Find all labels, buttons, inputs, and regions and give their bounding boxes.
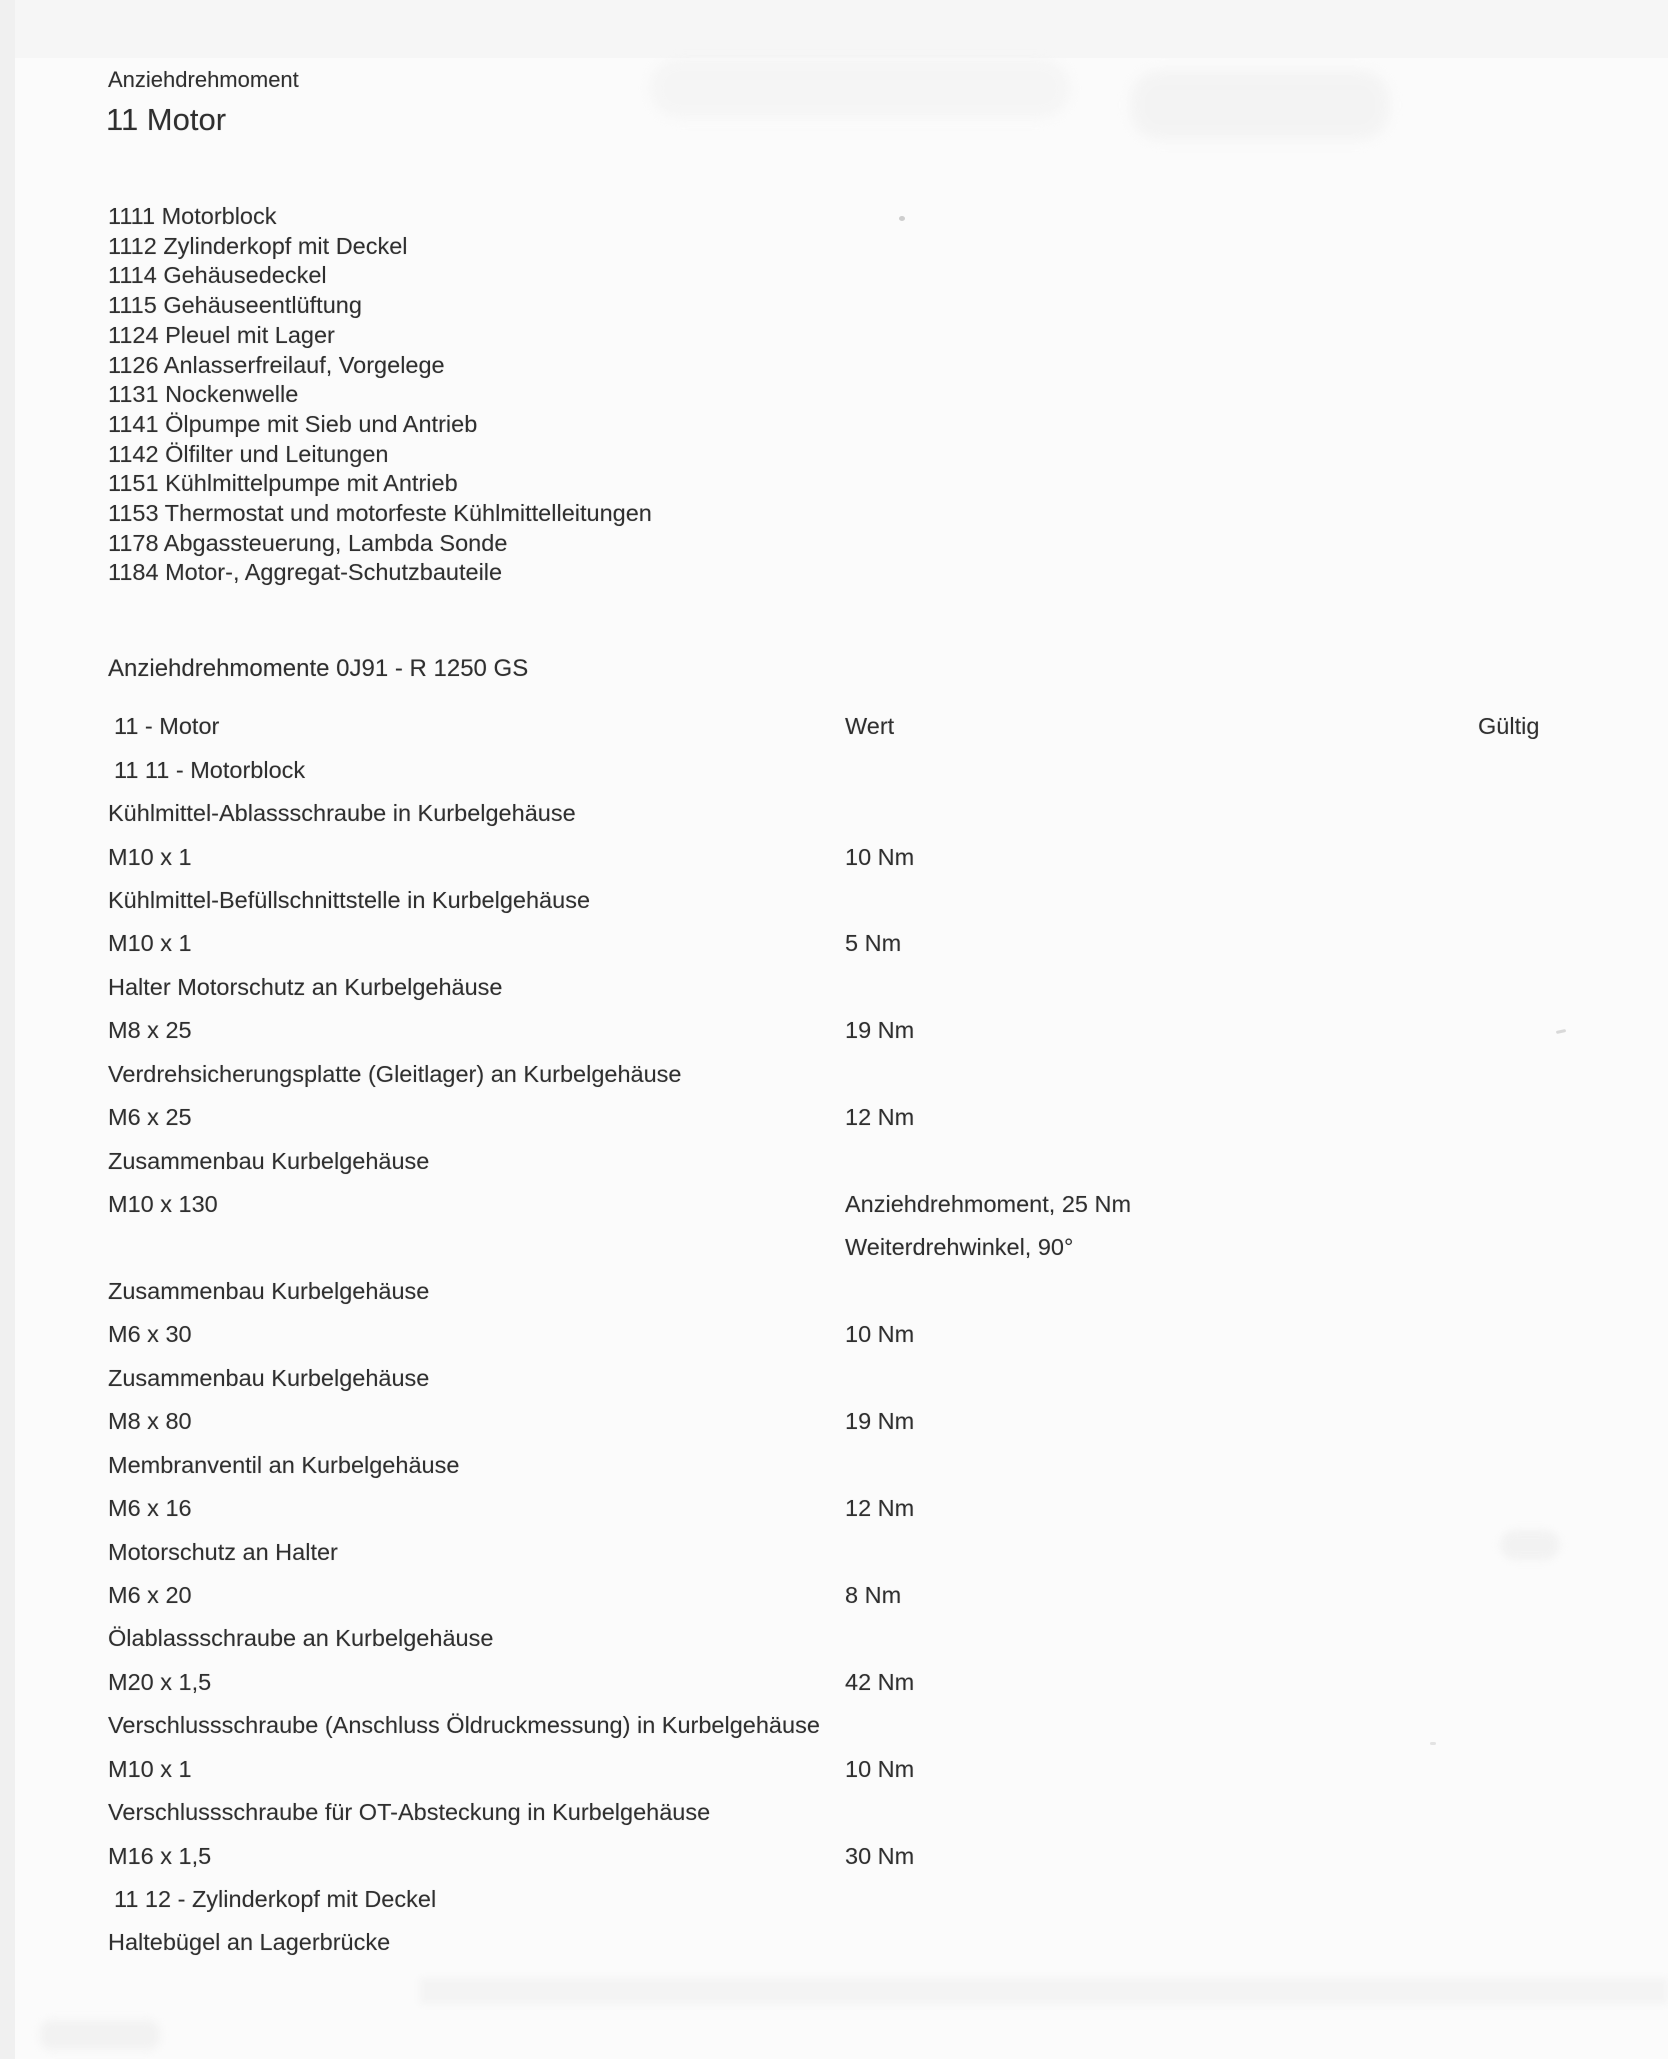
assembly-group-item: 1124 Pleuel mit Lager (108, 321, 335, 348)
torque-table-row (0, 1009, 1668, 1052)
fastener-label: Verschlussschraube für OT-Absteckung in Kurbelgehäuse (108, 1799, 711, 1826)
assembly-group-item: 1184 Motor-, Aggregat-Schutzbauteile (108, 559, 503, 586)
fastener-label: M10 x 1 (108, 843, 192, 870)
fastener-label: M10 x 130 (108, 1191, 218, 1218)
fastener-label: M20 x 1,5 (108, 1668, 212, 1695)
fastener-label: M6 x 20 (108, 1581, 192, 1608)
torque-table-row (0, 1921, 1668, 1964)
torque-table-row (0, 1139, 1668, 1182)
fastener-label: M16 x 1,5 (108, 1842, 212, 1869)
torque-table-row (0, 1096, 1668, 1139)
page-title: 11 Motor (106, 102, 227, 137)
fastener-label: Kühlmittel-Ablassschraube in Kurbelgehäuse (108, 800, 576, 827)
fastener-label: Verschlussschraube (Anschluss Öldruckmessung) in Kurbelgehäuse (108, 1712, 820, 1739)
torque-value: 42 Nm (845, 1668, 915, 1695)
torque-table-row (0, 1791, 1668, 1834)
fastener-label: 11 12 - Zylinderkopf mit Deckel (114, 1886, 437, 1913)
scan-artifact-speck (899, 216, 905, 221)
fastener-label: M10 x 1 (108, 1755, 192, 1782)
fastener-label: 11 11 - Motorblock (114, 756, 306, 783)
fastener-label: Zusammenbau Kurbelgehäuse (108, 1364, 430, 1391)
torque-value: 19 Nm (845, 1408, 915, 1435)
torque-value: 10 Nm (845, 843, 915, 870)
scan-artifact-bottom-band (420, 1978, 1668, 2004)
fastener-label: Membranventil an Kurbelgehäuse (108, 1451, 460, 1478)
torque-table-row (0, 922, 1668, 965)
column-header-gueltig: Gültig (1478, 713, 1540, 740)
scan-artifact-smudge (40, 2020, 160, 2050)
scan-artifact-smudge (650, 58, 1070, 118)
assembly-group-item: 1142 Ölfilter und Leitungen (108, 440, 389, 467)
torque-table-row (0, 1313, 1668, 1356)
torque-value: Weiterdrehwinkel, 90° (845, 1234, 1074, 1261)
assembly-group-item: 1131 Nockenwelle (108, 381, 299, 408)
assembly-group-list (108, 202, 652, 588)
fastener-label: Zusammenbau Kurbelgehäuse (108, 1277, 430, 1304)
fastener-label: M10 x 1 (108, 930, 192, 957)
column-header-wert: Wert (845, 713, 895, 740)
fastener-label: Motorschutz an Halter (108, 1538, 338, 1565)
torque-table-row (0, 1487, 1668, 1530)
assembly-group-item: 1115 Gehäuseentlüftung (108, 292, 362, 319)
torque-value: 10 Nm (845, 1755, 915, 1782)
fastener-label: M6 x 30 (108, 1321, 192, 1348)
torque-table-row (0, 1704, 1668, 1747)
fastener-label: M8 x 25 (108, 1017, 192, 1044)
torque-table-row (0, 1617, 1668, 1660)
fastener-label: M6 x 25 (108, 1104, 192, 1131)
fastener-label: M6 x 16 (108, 1495, 192, 1522)
torque-table-row (0, 1834, 1668, 1877)
torque-table-row (0, 1270, 1668, 1313)
assembly-group-item: 1126 Anlasserfreilauf, Vorgelege (108, 351, 445, 378)
assembly-group-item: 1153 Thermostat und motorfeste Kühlmittelleitungen (108, 500, 652, 527)
scan-artifact-smudge (1130, 70, 1390, 140)
torque-table-row (0, 879, 1668, 922)
torque-table-row (0, 1661, 1668, 1704)
torque-table-row (0, 1748, 1668, 1791)
torque-value: 12 Nm (845, 1495, 915, 1522)
fastener-label: Haltebügel an Lagerbrücke (108, 1929, 391, 1956)
torque-value: 8 Nm (845, 1581, 902, 1608)
fastener-label: Ölablassschraube an Kurbelgehäuse (108, 1625, 494, 1652)
torque-table-row (0, 748, 1668, 791)
fastener-label: Verdrehsicherungsplatte (Gleitlager) an Kurbelgehäuse (108, 1060, 682, 1087)
torque-table-header-row (0, 705, 1668, 748)
fastener-label: Kühlmittel-Befüllschnittstelle in Kurbelgehäuse (108, 886, 591, 913)
torque-table-row (0, 835, 1668, 878)
torque-table (0, 705, 1668, 1965)
torque-value: 10 Nm (845, 1321, 915, 1348)
torque-table-row (0, 1226, 1668, 1269)
torque-table-row (0, 1400, 1668, 1443)
torque-table-row (0, 1530, 1668, 1573)
fastener-label: Halter Motorschutz an Kurbelgehäuse (108, 973, 503, 1000)
assembly-group-item: 1151 Kühlmittelpumpe mit Antrieb (108, 470, 458, 497)
torque-table-row (0, 1574, 1668, 1617)
torque-value: Anziehdrehmoment, 25 Nm (845, 1191, 1132, 1218)
torque-table-row (0, 966, 1668, 1009)
torque-table-row (0, 1878, 1668, 1921)
torque-section-title: Anziehdrehmomente 0J91 - R 1250 GS (108, 655, 529, 682)
fastener-label: M8 x 80 (108, 1408, 192, 1435)
assembly-group-item: 1178 Abgassteuerung, Lambda Sonde (108, 529, 508, 556)
torque-value: 12 Nm (845, 1104, 915, 1131)
document-kicker: Anziehdrehmoment (108, 67, 299, 92)
torque-value: 5 Nm (845, 930, 902, 957)
torque-table-row (0, 1443, 1668, 1486)
assembly-group-item: 1141 Ölpumpe mit Sieb und Antrieb (108, 410, 478, 437)
assembly-group-item: 1114 Gehäusedeckel (108, 262, 327, 289)
torque-table-row (0, 1183, 1668, 1226)
assembly-group-item: 1112 Zylinderkopf mit Deckel (108, 232, 408, 259)
scan-artifact-top-band (0, 0, 1668, 58)
torque-table-row (0, 792, 1668, 835)
assembly-group-item: 1111 Motorblock (108, 203, 277, 229)
column-header-motor: 11 - Motor (114, 713, 220, 740)
fastener-label: Zusammenbau Kurbelgehäuse (108, 1147, 430, 1174)
torque-table-row (0, 1053, 1668, 1096)
torque-table-row (0, 1357, 1668, 1400)
torque-value: 19 Nm (845, 1017, 915, 1044)
torque-value: 30 Nm (845, 1842, 915, 1869)
